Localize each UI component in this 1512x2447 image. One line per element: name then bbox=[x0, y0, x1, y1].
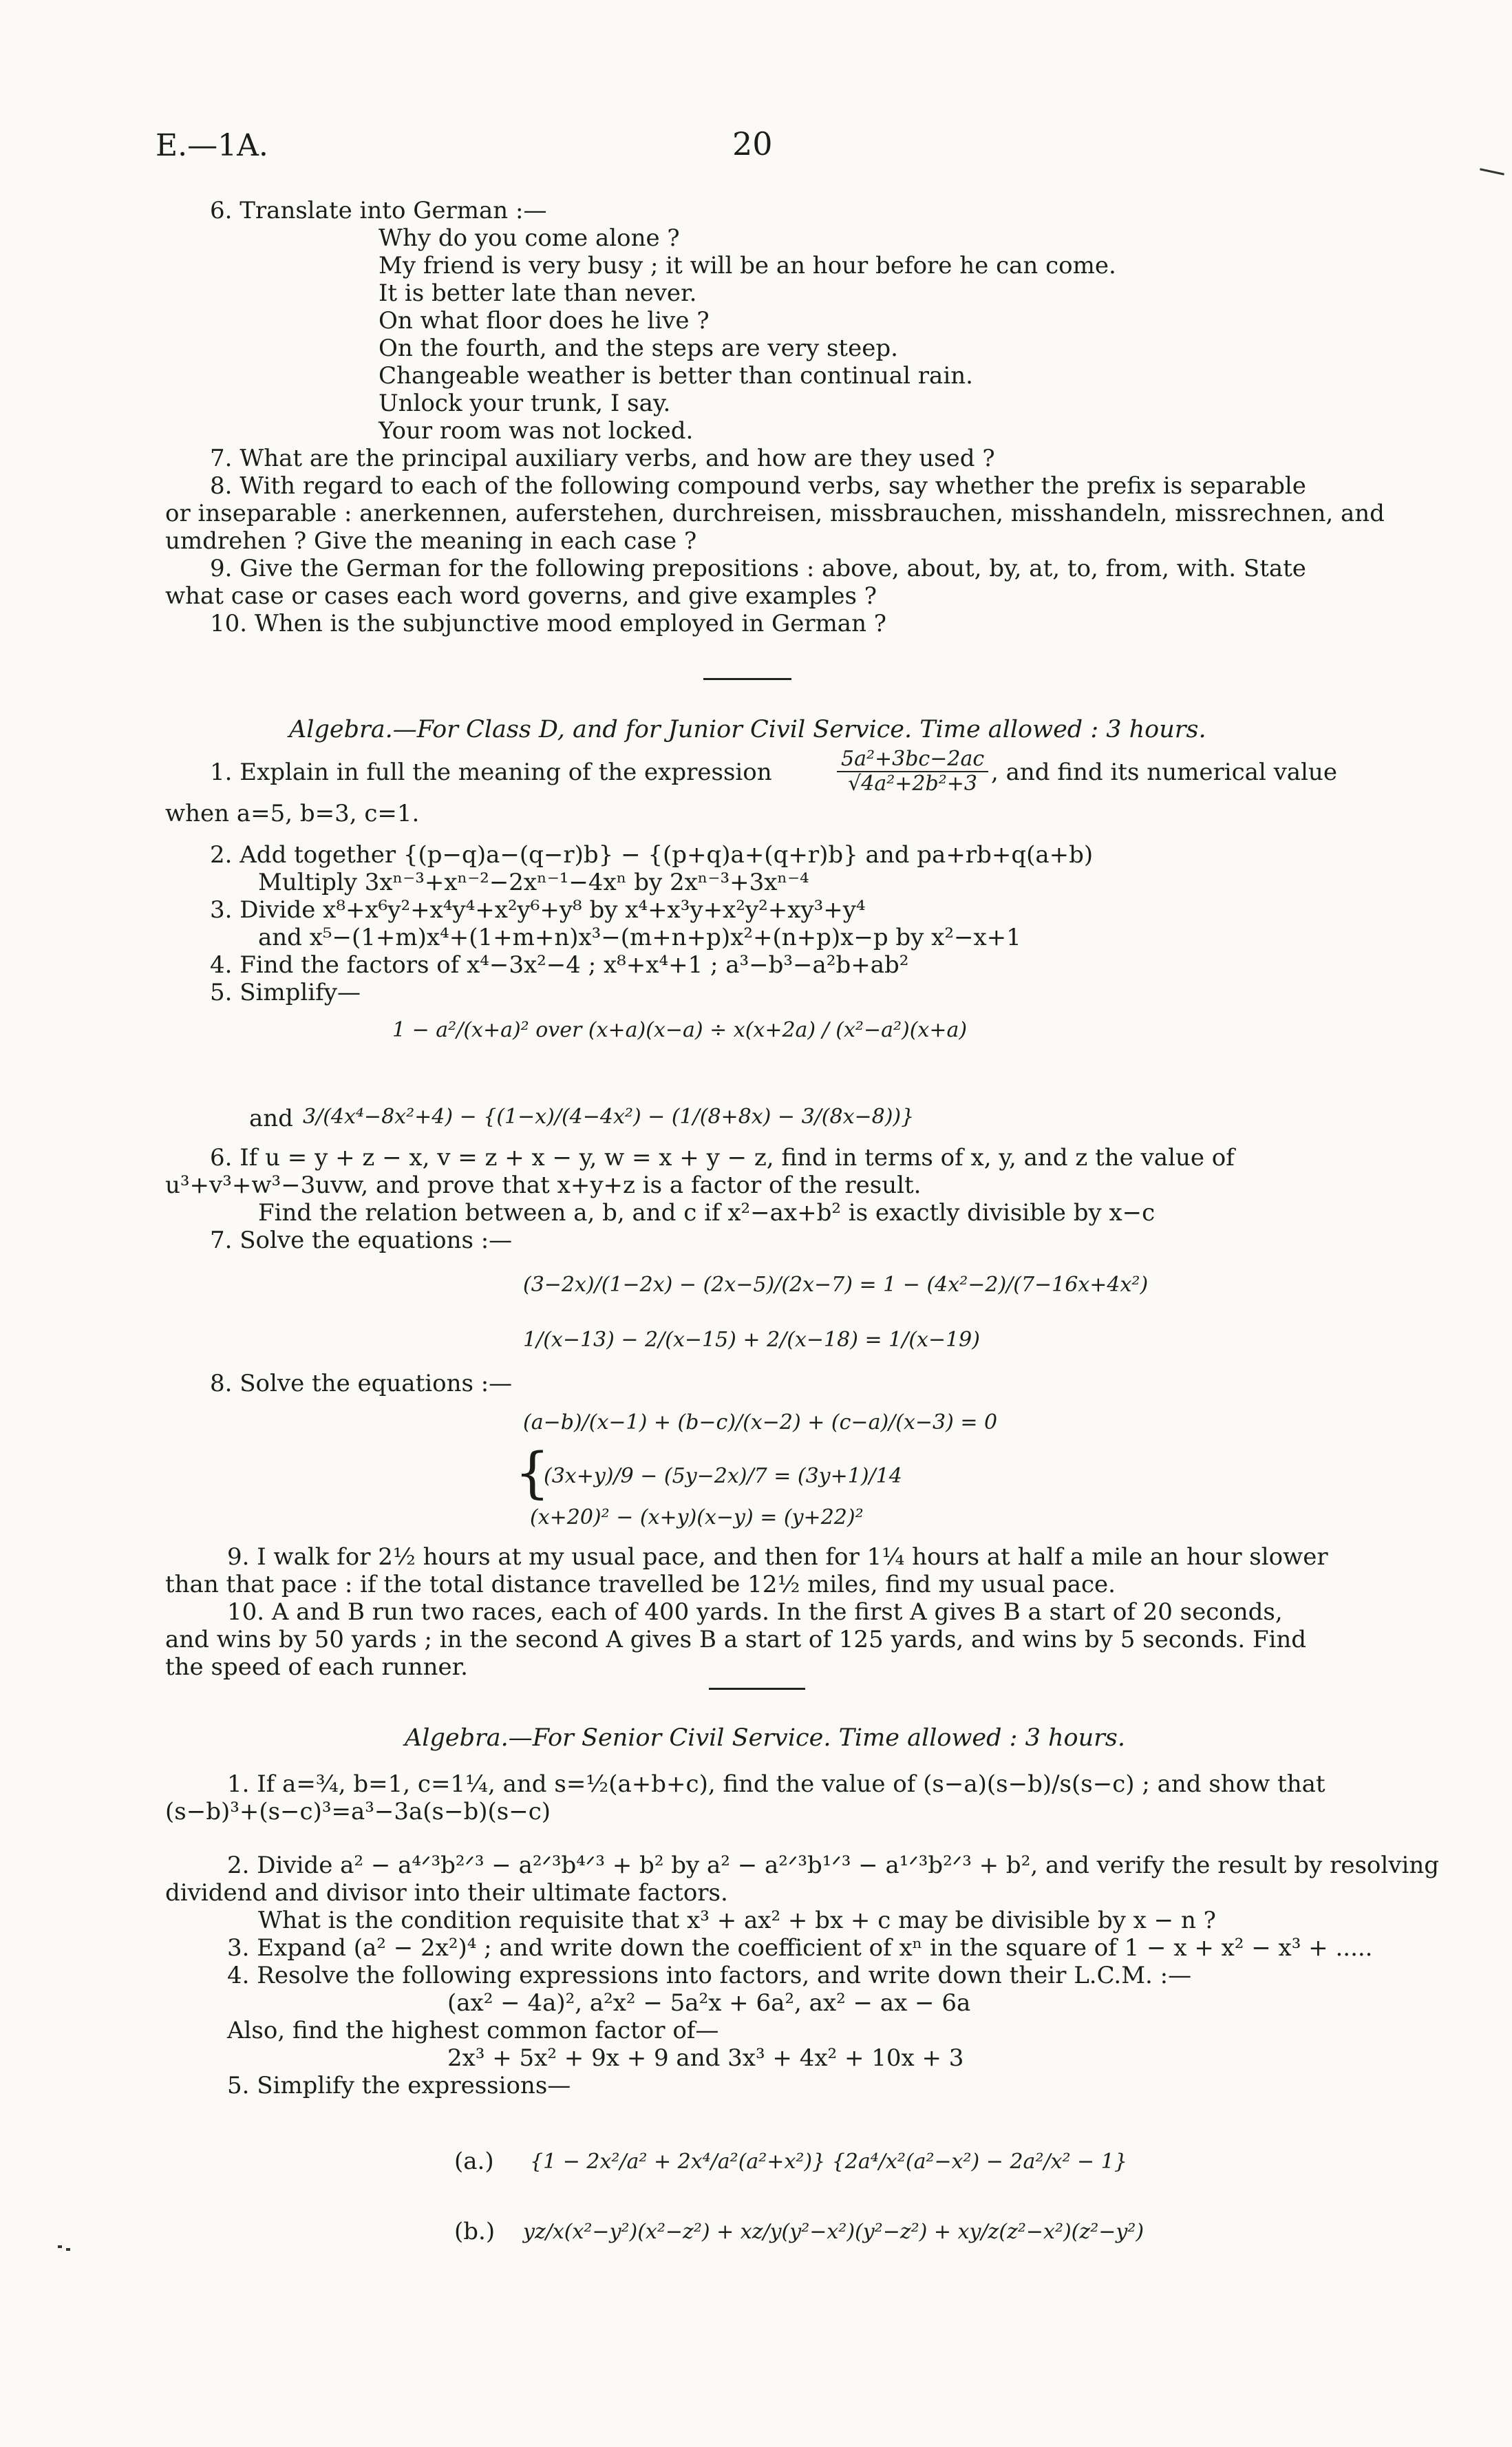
german-sentence: Why do you come alone ? bbox=[379, 224, 680, 252]
alg-s-q5a-expr: {1 − 2x²/a² + 2x⁴/a²(a²+x²)} {2a⁴/x²(a²−x²) − 2a²/x² − 1} bbox=[530, 2150, 1127, 2174]
page-number: 20 bbox=[732, 125, 773, 162]
alg-s-q5b-label: (b.) bbox=[454, 2218, 496, 2245]
alg-s-q1-line: (s−b)³+(s−c)³=a³−3a(s−b)(s−c) bbox=[165, 1798, 551, 1825]
alg-d-q10-line: the speed of each runner. bbox=[165, 1653, 468, 1681]
german-q6: 6. Translate into German :— bbox=[210, 197, 547, 224]
alg-s-q2-line: What is the condition requisite that x³ + ax² + bx + c may be divisible by x − n ? bbox=[258, 1907, 1216, 1934]
alg-s-q4-line: (ax² − 4a)², a²x² − 5a²x + 6a², ax² − ax − 6a bbox=[447, 1989, 971, 2017]
german-q8-line: or inseparable : anerkennen, auferstehen, durchreisen, missbrauchen, misshandeln, missrechnen, and bbox=[165, 500, 1385, 527]
page-code: E.—1A. bbox=[156, 128, 268, 163]
alg-d-q1-fraction bbox=[833, 748, 992, 796]
alg-s-q4-line: 2x³ + 5x² + 9x + 9 and 3x³ + 4x² + 10x + 3 bbox=[447, 2044, 964, 2072]
algebra-d-title: Algebra.—For Class D, and for Junior Civil Service. Time allowed : 3 hours. bbox=[289, 716, 1206, 743]
alg-d-q1-text: 1. Explain in full the meaning of the expression bbox=[210, 759, 772, 786]
alg-s-q5a-label: (a.) bbox=[454, 2148, 494, 2175]
alg-d-q2-multiply: Multiply 3xⁿ⁻³+xⁿ⁻²−2xⁿ⁻¹−4xⁿ by 2xⁿ⁻³+3xⁿ⁻⁴ bbox=[258, 869, 809, 896]
alg-d-q8-eq3: (x+20)² − (x+y)(x−y) = (y+22)² bbox=[530, 1505, 864, 1529]
fraction-numerator: 5a²+3bc−2ac bbox=[837, 748, 988, 772]
section-divider bbox=[709, 1688, 805, 1690]
alg-d-q10-line: and wins by 50 yards ; in the second A gives B a start of 125 yards, and wins by 5 seconds. Find bbox=[165, 1626, 1307, 1653]
german-sentence: On the fourth, and the steps are very steep. bbox=[379, 335, 898, 362]
alg-s-q3: 3. Expand (a² − 2x²)⁴ ; and write down the coefficient of xⁿ in the square of 1 − x + x² − x³ + ..... bbox=[227, 1934, 1373, 1962]
alg-d-q2: 2. Add together {(p−q)a−(q−r)b} − {(p+q)a+(q+r)b} and pa+rb+q(a+b) bbox=[210, 841, 1094, 869]
alg-d-q5: 5. Simplify— bbox=[210, 979, 361, 1006]
alg-d-q10-line: 10. A and B run two races, each of 400 yards. In the first A gives B a start of 20 seconds, bbox=[227, 1598, 1283, 1626]
alg-s-q2-line: 2. Divide a² − a⁴ᐟ³b²ᐟ³ − a²ᐟ³b⁴ᐟ³ + b² by a² − a²ᐟ³b¹ᐟ³ − a¹ᐟ³b²ᐟ³ + b², and verify the result by resolving bbox=[227, 1852, 1439, 1879]
alg-s-q5: 5. Simplify the expressions— bbox=[227, 2072, 571, 2099]
german-q8-line: 8. With regard to each of the following compound verbs, say whether the prefix is separable bbox=[210, 472, 1306, 500]
alg-d-q7-eq1: (3−2x)/(1−2x) − (2x−5)/(2x−7) = 1 − (4x²−2)/(7−16x+4x²) bbox=[523, 1273, 1149, 1297]
alg-d-q5-expr1: 1 − a²/(x+a)² over (x+a)(x−a) ÷ x(x+2a) / (x²−a²)(x+a) bbox=[392, 1018, 968, 1042]
alg-d-q5-and: and bbox=[249, 1105, 293, 1132]
alg-d-q4: 4. Find the factors of x⁴−3x²−4 ; x⁸+x⁴+1 ; a³−b³−a²b+ab² bbox=[210, 951, 909, 979]
section-divider bbox=[703, 678, 791, 680]
german-q9-line: what case or cases each word governs, and give examples ? bbox=[165, 582, 877, 610]
algebra-s-title: Algebra.—For Senior Civil Service. Time allowed : 3 hours. bbox=[405, 1724, 1125, 1752]
german-sentence: On what floor does he live ? bbox=[379, 307, 710, 335]
alg-d-q6-line: Find the relation between a, b, and c if x²−ax+b² is exactly divisible by x−c bbox=[258, 1199, 1156, 1227]
alg-d-q9-line: 9. I walk for 2½ hours at my usual pace, and then for 1¼ hours at half a mile an hour slower bbox=[227, 1543, 1328, 1571]
german-q9-line: 9. Give the German for the following prepositions : above, about, by, at, to, from, with. State bbox=[210, 555, 1306, 582]
alg-d-q6-line: 6. If u = y + z − x, v = z + x − y, w = x + y − z, find in terms of x, y, and z the value of bbox=[210, 1144, 1235, 1172]
alg-d-q6-line: u³+v³+w³−3uvw, and prove that x+y+z is a factor of the result. bbox=[165, 1172, 922, 1199]
german-q10: 10. When is the subjunctive mood employed in German ? bbox=[210, 610, 887, 637]
alg-d-q8-eq2: (3x+y)/9 − (5y−2x)/7 = (3y+1)/14 bbox=[544, 1464, 902, 1488]
margin-mark bbox=[58, 2245, 62, 2248]
alg-d-q3-b: and x⁵−(1+m)x⁴+(1+m+n)x³−(m+n+p)x²+(n+p)x−p by x²−x+1 bbox=[258, 924, 1021, 951]
margin-mark bbox=[1480, 168, 1504, 175]
margin-mark bbox=[66, 2248, 70, 2251]
german-q7: 7. What are the principal auxiliary verbs, and how are they used ? bbox=[210, 445, 995, 472]
alg-d-q8-eq1: (a−b)/(x−1) + (b−c)/(x−2) + (c−a)/(x−3) = 0 bbox=[523, 1410, 998, 1434]
alg-s-q4-line: Also, find the highest common factor of— bbox=[227, 2017, 719, 2044]
alg-s-q2-line: dividend and divisor into their ultimate factors. bbox=[165, 1879, 728, 1907]
alg-d-q1-tail: , and find its numerical value bbox=[991, 759, 1337, 786]
alg-d-q5-expr2: 3/(4x⁴−8x²+4) − {(1−x)/(4−4x²) − (1/(8+8x) − 3/(8x−8))} bbox=[303, 1105, 915, 1129]
alg-s-q5b-expr: yz/x(x²−y²)(x²−z²) + xz/y(y²−x²)(y²−z²) + xy/z(z²−x²)(z²−y²) bbox=[523, 2220, 1144, 2244]
system-brace: { bbox=[515, 1441, 550, 1505]
german-sentence: My friend is very busy ; it will be an hour before he can come. bbox=[379, 252, 1116, 279]
german-sentence: Unlock your trunk, I say. bbox=[379, 390, 671, 417]
alg-d-q7: 7. Solve the equations :— bbox=[210, 1227, 513, 1254]
german-sentence: Changeable weather is better than continual rain. bbox=[379, 362, 973, 390]
alg-d-q3: 3. Divide x⁸+x⁶y²+x⁴y⁴+x²y⁶+y⁸ by x⁴+x³y+x²y²+xy³+y⁴ bbox=[210, 896, 866, 924]
alg-d-q9-line: than that pace : if the total distance travelled be 12½ miles, find my usual pace. bbox=[165, 1571, 1116, 1598]
alg-d-q1-values: when a=5, b=3, c=1. bbox=[165, 800, 420, 827]
german-sentence: Your room was not locked. bbox=[379, 417, 694, 445]
fraction-denominator: √4a²+2b²+3 bbox=[848, 772, 977, 796]
alg-s-q1-line: 1. If a=¾, b=1, c=1¼, and s=½(a+b+c), find the value of (s−a)(s−b)/s(s−c) ; and show that bbox=[227, 1770, 1325, 1798]
german-q8-line: umdrehen ? Give the meaning in each case ? bbox=[165, 527, 697, 555]
alg-d-q8: 8. Solve the equations :— bbox=[210, 1370, 513, 1397]
german-sentence: It is better late than never. bbox=[379, 279, 697, 307]
alg-s-q4-line: 4. Resolve the following expressions into factors, and write down their L.C.M. :— bbox=[227, 1962, 1192, 1989]
alg-d-q7-eq2: 1/(x−13) − 2/(x−15) + 2/(x−18) = 1/(x−19) bbox=[523, 1328, 980, 1352]
